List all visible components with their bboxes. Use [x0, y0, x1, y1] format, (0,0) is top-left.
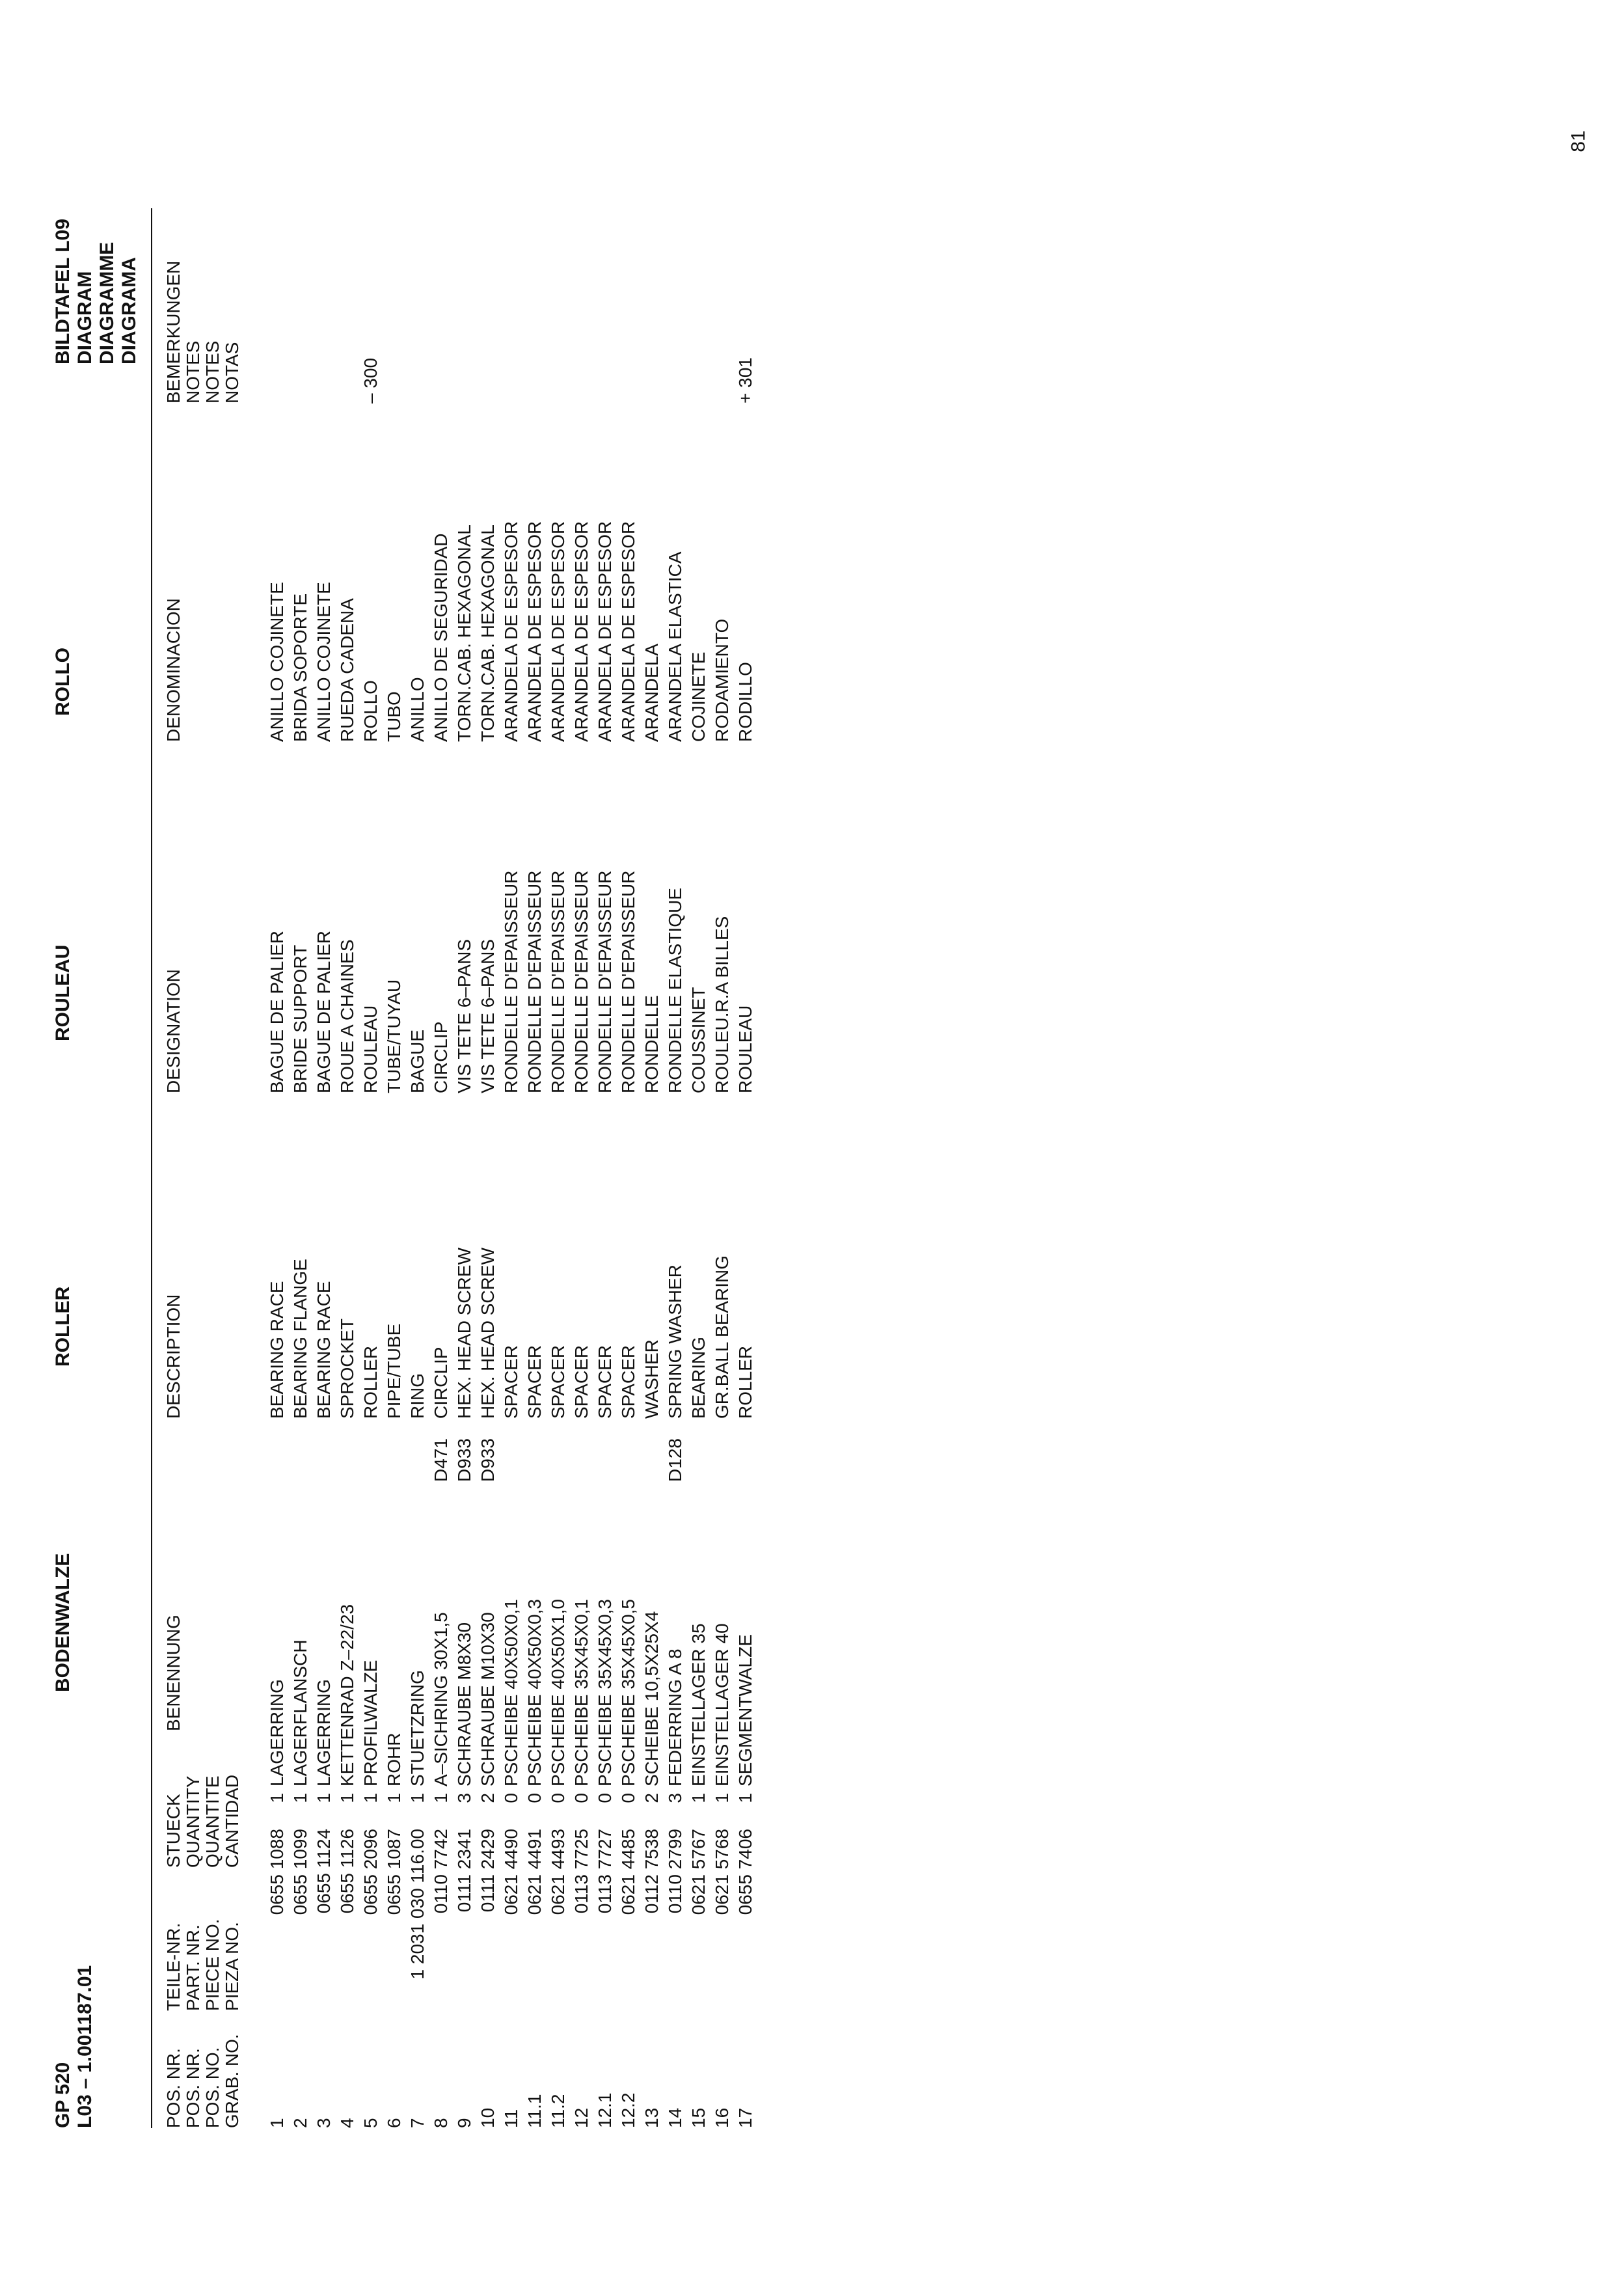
- denominacion: ROLLO: [360, 680, 381, 742]
- position-number: 12.2: [618, 2092, 638, 2128]
- designation: VIS TETE 6–PANS: [454, 938, 474, 1093]
- description: CIRCLIP: [431, 1347, 451, 1419]
- description: BEARING FLANGE: [290, 1259, 310, 1419]
- designation: ROULEAU: [360, 1005, 381, 1093]
- benennung: LAGERRING: [314, 1679, 334, 1786]
- benennung: PSCHEIBE 40X50X0,1: [501, 1599, 521, 1786]
- description: HEX. HEAD SCREW: [478, 1248, 498, 1419]
- part-number: 0113 7725: [571, 1829, 591, 1914]
- position-number: 11: [501, 2109, 521, 2128]
- position-number: 4: [337, 2118, 357, 2128]
- denominacion: RODAMIENTO: [712, 618, 732, 742]
- quantity: 1: [314, 1793, 334, 1803]
- position-number: 17: [735, 2107, 755, 2128]
- position-number: 11.2: [548, 2094, 568, 2128]
- column-header-denominacion: DENOMINACION: [163, 598, 183, 742]
- quantity: 1: [712, 1793, 732, 1803]
- quantity: 2: [478, 1793, 498, 1803]
- position-number: 9: [454, 2118, 474, 2128]
- table-row: [501, 195, 523, 2148]
- description: BEARING RACE: [314, 1281, 334, 1419]
- table-row: [618, 195, 640, 2148]
- designation: RONDELLE D'EPAISSEUR: [618, 870, 638, 1093]
- designation: ROULEAU: [735, 1005, 755, 1093]
- denominacion: BRIDA SOPORTE: [290, 593, 310, 742]
- benennung: PSCHEIBE 35X45X0,1: [571, 1599, 591, 1786]
- benennung: LAGERRING: [267, 1679, 287, 1786]
- part-number: 0655 7406: [735, 1829, 755, 1915]
- position-number: 11.1: [524, 2094, 545, 2128]
- quantity: 0: [501, 1793, 521, 1803]
- quantity: 1: [735, 1793, 755, 1803]
- model-name: GP 520: [52, 2062, 74, 2128]
- designation: RONDELLE D'EPAISSEUR: [501, 870, 521, 1093]
- benennung: PSCHEIBE 40X50X1,0: [548, 1599, 568, 1786]
- designation: BAGUE: [407, 1029, 427, 1093]
- table-row: [454, 195, 476, 2148]
- part-number: 0655 1099: [290, 1829, 310, 1915]
- part-number: 0655 1126: [337, 1829, 357, 1914]
- table-row: [314, 195, 336, 2148]
- quantity: 1: [360, 1793, 381, 1803]
- denominacion: RUEDA CADENA: [337, 598, 357, 742]
- position-number: 1: [267, 2118, 287, 2128]
- position-number: 8: [431, 2118, 451, 2128]
- column-header-qty: STUECK QUANTITY QUANTITE CANTIDAD: [163, 1774, 242, 1868]
- quantity: 3: [454, 1793, 474, 1803]
- denominacion: RODILLO: [735, 662, 755, 742]
- denominacion: ANILLO DE SEGURIDAD: [431, 533, 451, 742]
- part-number: 0112 7538: [642, 1829, 662, 1914]
- denominacion: ARANDELA DE ESPESOR: [595, 521, 615, 742]
- description: GR.BALL BEARING: [712, 1255, 732, 1419]
- description: RING: [407, 1373, 427, 1419]
- standard-code: D933: [454, 1438, 474, 1482]
- denominacion: ARANDELA DE ESPESOR: [501, 521, 521, 742]
- table-row: [337, 195, 359, 2148]
- page-number: 81: [1567, 130, 1590, 152]
- table-row: [524, 195, 547, 2148]
- designation: RONDELLE: [642, 995, 662, 1093]
- diagram-fr: DIAGRAMME: [96, 241, 118, 364]
- parts-list-sheet: [52, 195, 1353, 2148]
- benennung: SEGMENTWALZE: [735, 1634, 755, 1786]
- diagram-de: BILDTAFEL L09: [52, 219, 74, 364]
- designation: RONDELLE D'EPAISSEUR: [571, 870, 591, 1093]
- part-number: 0655 1124: [314, 1829, 334, 1914]
- benennung: SCHRAUBE M8X30: [454, 1622, 474, 1786]
- quantity: 1: [688, 1793, 709, 1803]
- designation: CIRCLIP: [431, 1021, 451, 1093]
- model-reference: L03 – 1.001187.01: [74, 1965, 96, 2128]
- quantity: 0: [618, 1793, 638, 1803]
- quantity: 0: [595, 1793, 615, 1803]
- part-number: 0111 2341: [454, 1829, 474, 1913]
- part-number: 0621 4491: [524, 1829, 545, 1915]
- title-de: BODENWALZE: [52, 1553, 74, 1692]
- quantity: 1: [384, 1793, 404, 1803]
- position-number: 15: [688, 2107, 709, 2128]
- position-number: 6: [384, 2118, 404, 2128]
- position-number: 2: [290, 2118, 310, 2128]
- quantity: 1: [267, 1793, 287, 1803]
- denominacion: ANILLO: [407, 677, 427, 742]
- description: HEX. HEAD SCREW: [454, 1248, 474, 1419]
- denominacion: ARANDELA: [642, 644, 662, 742]
- table-row: [712, 195, 734, 2148]
- table-row: [595, 195, 617, 2148]
- denominacion: TUBO: [384, 691, 404, 742]
- document-header: [52, 195, 140, 2148]
- quantity: 2: [642, 1793, 662, 1803]
- table-row: [735, 195, 757, 2148]
- designation: ROULEU.R.A BILLES: [712, 916, 732, 1093]
- part-number: 0621 4490: [501, 1829, 521, 1915]
- column-header-description: DESCRIPTION: [163, 1294, 183, 1419]
- denominacion: ARANDELA DE ESPESOR: [524, 521, 545, 742]
- position-number: 12: [571, 2107, 591, 2128]
- position-number: 10: [478, 2107, 498, 2128]
- header-rule: [151, 208, 152, 2128]
- benennung: PSCHEIBE 35X45X0,3: [595, 1599, 615, 1786]
- designation: BRIDE SUPPORT: [290, 944, 310, 1093]
- table-row: [384, 195, 406, 2148]
- benennung: LAGERFLANSCH: [290, 1639, 310, 1786]
- title-es: ROLLO: [52, 648, 74, 716]
- description: PIPE/TUBE: [384, 1323, 404, 1419]
- description: SPACER: [618, 1345, 638, 1419]
- benennung: EINSTELLAGER 40: [712, 1623, 732, 1786]
- benennung: PROFILWALZE: [360, 1660, 381, 1786]
- note: + 301: [735, 357, 755, 403]
- diagram-en: DIAGRAM: [74, 271, 96, 364]
- table-row: [665, 195, 687, 2148]
- model-block: [52, 1965, 96, 2128]
- diagram-es: DIAGRAMA: [118, 257, 140, 364]
- table-row: [642, 195, 664, 2148]
- part-number: 0111 2429: [478, 1829, 498, 1913]
- quantity: 1: [407, 1793, 427, 1803]
- quantity: 1: [290, 1793, 310, 1803]
- standard-code: D471: [431, 1438, 451, 1482]
- part-number: 1 2031 030 116.00: [407, 1829, 427, 1980]
- benennung: PSCHEIBE 35X45X0,5: [618, 1599, 638, 1786]
- table-row: [571, 195, 593, 2148]
- denominacion: ARANDELA DE ESPESOR: [618, 521, 638, 742]
- quantity: 1: [431, 1793, 451, 1803]
- table-row: [407, 195, 429, 2148]
- designation: BAGUE DE PALIER: [267, 930, 287, 1093]
- designation: RONDELLE D'EPAISSEUR: [524, 870, 545, 1093]
- denominacion: ARANDELA DE ESPESOR: [548, 521, 568, 742]
- description: WASHER: [642, 1339, 662, 1419]
- position-number: 16: [712, 2107, 732, 2128]
- description: SPACER: [595, 1345, 615, 1419]
- designation: VIS TETE 6–PANS: [478, 938, 498, 1093]
- quantity: 0: [548, 1793, 568, 1803]
- benennung: PSCHEIBE 40X50X0,3: [524, 1599, 545, 1786]
- denominacion: ARANDELA ELASTICA: [665, 551, 685, 742]
- description: SPRING WASHER: [665, 1265, 685, 1419]
- table-row: [290, 195, 312, 2148]
- designation: RONDELLE D'EPAISSEUR: [548, 870, 568, 1093]
- part-number: 0110 2799: [665, 1829, 685, 1914]
- column-header-benennung: BENENNUNG: [163, 1615, 183, 1731]
- description: ROLLER: [360, 1345, 381, 1419]
- designation: COUSSINET: [688, 987, 709, 1093]
- position-number: 14: [665, 2107, 685, 2128]
- position-number: 12.1: [595, 2092, 615, 2128]
- designation: RONDELLE ELASTIQUE: [665, 888, 685, 1093]
- description: SPROCKET: [337, 1318, 357, 1419]
- position-number: 3: [314, 2118, 334, 2128]
- part-number: 0110 7742: [431, 1829, 451, 1914]
- benennung: FEDERRING A 8: [665, 1648, 685, 1786]
- table-row: [267, 195, 289, 2148]
- designation: TUBE/TUYAU: [384, 979, 404, 1093]
- position-number: 13: [642, 2107, 662, 2128]
- benennung: EINSTELLAGER 35: [688, 1623, 709, 1786]
- benennung: STUETZRING: [407, 1670, 427, 1786]
- part-number: 0113 7727: [595, 1829, 615, 1914]
- column-header-designation: DESIGNATION: [163, 969, 183, 1093]
- position-number: 7: [407, 2118, 427, 2128]
- table-row: [360, 195, 383, 2148]
- title-fr: ROULEAU: [52, 944, 74, 1041]
- diagram-block: [52, 219, 141, 364]
- benennung: ROHR: [384, 1732, 404, 1786]
- description: BEARING: [688, 1336, 709, 1419]
- description: SPACER: [571, 1345, 591, 1419]
- denominacion: ARANDELA DE ESPESOR: [571, 521, 591, 742]
- quantity: 1: [337, 1793, 357, 1803]
- denominacion: TORN.CAB. HEXAGONAL: [478, 524, 498, 742]
- column-header-part: TEILE-NR. PART. NR. PIECE NO. PIEZA NO.: [163, 1919, 242, 2011]
- description: BEARING RACE: [267, 1281, 287, 1419]
- designation: ROUE A CHAINES: [337, 939, 357, 1093]
- description: SPACER: [548, 1345, 568, 1419]
- table-row: [478, 195, 500, 2148]
- table-row: [688, 195, 710, 2148]
- benennung: SCHRAUBE M10X30: [478, 1612, 498, 1786]
- note: – 300: [360, 357, 381, 403]
- benennung: A–SICHRING 30X1,5: [431, 1612, 451, 1786]
- part-number: 0655 2096: [360, 1829, 381, 1915]
- description: ROLLER: [735, 1345, 755, 1419]
- part-number: 0655 1088: [267, 1829, 287, 1915]
- part-number: 0655 1087: [384, 1829, 404, 1915]
- denominacion: ANILLO COJINETE: [314, 582, 334, 742]
- benennung: SCHEIBE 10,5X25X4: [642, 1611, 662, 1786]
- benennung: KETTENRAD Z–22/23: [337, 1604, 357, 1786]
- column-header-notes: BEMERKUNGEN NOTES NOTES NOTAS: [163, 260, 242, 403]
- part-number: 0621 5768: [712, 1829, 732, 1915]
- position-number: 5: [360, 2118, 381, 2128]
- part-number: 0621 4493: [548, 1829, 568, 1915]
- designation: RONDELLE D'EPAISSEUR: [595, 870, 615, 1093]
- denominacion: TORN.CAB. HEXAGONAL: [454, 524, 474, 742]
- quantity: 3: [665, 1793, 685, 1803]
- denominacion: COJINETE: [688, 651, 709, 742]
- description: SPACER: [501, 1345, 521, 1419]
- standard-code: D933: [478, 1438, 498, 1482]
- part-number: 0621 5767: [688, 1829, 709, 1915]
- standard-code: D128: [665, 1438, 685, 1482]
- table-row: [548, 195, 570, 2148]
- column-header-pos: POS. NR. POS. NR. POS. NO. GRAB. NO.: [163, 2034, 242, 2128]
- description: SPACER: [524, 1345, 545, 1419]
- table-row: [431, 195, 453, 2148]
- title-en: ROLLER: [52, 1286, 74, 1367]
- denominacion: ANILLO COJINETE: [267, 582, 287, 742]
- part-number: 0621 4485: [618, 1829, 638, 1915]
- quantity: 0: [571, 1793, 591, 1803]
- quantity: 0: [524, 1793, 545, 1803]
- designation: BAGUE DE PALIER: [314, 930, 334, 1093]
